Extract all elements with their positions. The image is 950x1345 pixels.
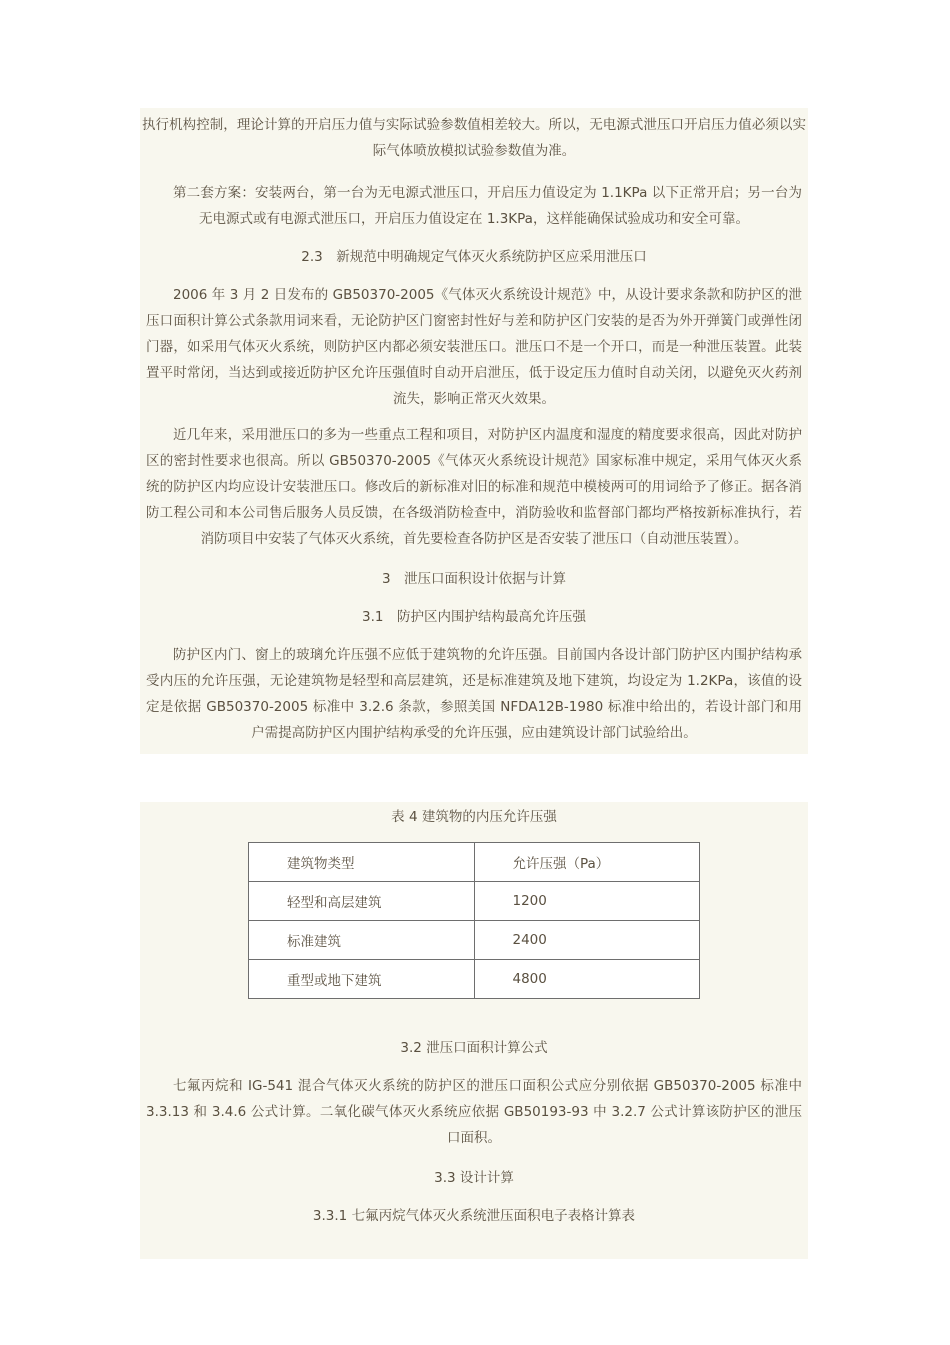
table-cell: 1200 xyxy=(474,882,700,921)
paragraph-new-standard: 2006 年 3 月 2 日发布的 GB50370-2005《气体灭火系统设计规范》中，从设计要求条款和防护区的泄压口面积计算公式条款用词来看，无论防护区门窗密封性好与差和防护区门安装的是否为外开弹簧门或弹性闭门器，如采用气体灭火系统，则防护区内都必须安装泄压口。泄压口不是一个开口，而是一种泄压装置。此装置平时常闭，当达到或接近防护区允许压强值时自动开启泄压，低于设定压力值时自动关闭，以避免灭火药剂流失，影响正常灭火效果。 xyxy=(146,287,802,407)
table-row xyxy=(249,960,700,999)
heading-block-3-2 xyxy=(140,1029,808,1067)
heading-block-2-3 xyxy=(140,238,808,276)
table-cell: 轻型和高层建筑 xyxy=(249,882,475,921)
paragraph-block-5 xyxy=(140,636,808,754)
paragraph-recent-years: 近几年来，采用泄压口的多为一些重点工程和项目，对防护区内温度和湿度的精度要求很高，因此对防护区的密封性要求也很高。所以 GB50370-2005《气体灭火系统设计规范》国家标准中规定，采用气体灭火系统的防护区内均应设计安装泄压口。修改后的新标准对旧的标准和规范中模棱两可的用词给予了修正。据各消防工程公司和本公司售后服务人员反馈，在各级消防检查中，消防验收和监督部门都均严格按新标准执行，若消防项目中安装了气体灭火系统，首先要检查各防护区是否安装了泄压口（自动泄压装置）。 xyxy=(146,427,802,547)
section-heading-3-1: 3.1 防护区内围护结构最高允许压强 xyxy=(362,609,586,625)
paragraph-opening-pressure: 执行机构控制，理论计算的开启压力值与实际试验参数值相差较大。所以，无电源式泄压口开启压力值必须以实际气体喷放模拟试验参数值为准。 xyxy=(142,117,806,159)
section-heading-2-3: 2.3 新规范中明确规定气体灭火系统防护区应采用泄压口 xyxy=(301,249,647,265)
section-heading-3-3-1: 3.3.1 七氟丙烷气体灭火系统泄压面积电子表格计算表 xyxy=(312,1208,636,1224)
table-row xyxy=(249,921,700,960)
paragraph-block-4 xyxy=(140,416,808,560)
section-heading-3-3: 3.3 设计计算 xyxy=(434,1170,514,1186)
section-heading-3: 3 泄压口面积设计依据与计算 xyxy=(381,571,567,587)
heading-block-3-1 xyxy=(140,598,808,636)
table-header-row xyxy=(249,843,700,882)
pressure-table xyxy=(248,842,700,999)
table-row xyxy=(249,882,700,921)
paragraph-second-plan: 第二套方案：安装两台，第一台为无电源式泄压口，开启压力值设定为 1.1KPa 以下正常开启；另一台为无电源式或有电源式泄压口，开启压力值设定在 1.3KPa，这样能确保试验成功和安全可靠。 xyxy=(173,185,802,227)
heading-block-3-3-1 xyxy=(140,1197,808,1235)
table-cell: 标准建筑 xyxy=(249,921,475,960)
paragraph-glass-pressure: 防护区内门、窗上的玻璃允许压强不应低于建筑物的允许压强。目前国内各设计部门防护区内围护结构承受内压的允许压强，无论建筑物是轻型和高层建筑，还是标准建筑及地下建筑，均设定为 1.2KPa，该值的设定是依据 GB50370-2005 标准中 3.2.6 条款，参照美国 NFDA12B-1980 标准中给出的，若设计部门和用户需提高防护区内围护结构承受的允许压强，应由建筑设计部门试验给出。 xyxy=(146,647,802,741)
section-heading-3-2: 3.2 泄压口面积计算公式 xyxy=(400,1040,548,1056)
table-cell: 4800 xyxy=(474,960,700,999)
paragraph-block-2 xyxy=(140,170,808,238)
paragraph-block-6 xyxy=(140,1067,808,1159)
spacer xyxy=(140,754,808,802)
table-caption: 表 4 建筑物的内压允许压强 xyxy=(391,809,557,825)
paragraph-formula: 七氟丙烷和 IG-541 混合气体灭火系统的防护区的泄压口面积公式应分别依据 GB50370-2005 标准中 3.3.13 和 3.4.6 公式计算。二氧化碳气体灭火系统应依据 GB50193-93 中 3.2.7 公式计算该防护区的泄压口面积。 xyxy=(146,1078,802,1146)
table-cell: 重型或地下建筑 xyxy=(249,960,475,999)
page-tail xyxy=(140,1235,808,1259)
paragraph-block-3 xyxy=(140,276,808,416)
paragraph-block-1 xyxy=(140,108,808,170)
table-cell: 2400 xyxy=(474,921,700,960)
table-header-cell: 允许压强（Pa） xyxy=(474,843,700,882)
document-page xyxy=(140,108,808,1259)
heading-block-3-3 xyxy=(140,1159,808,1197)
table-block xyxy=(140,802,808,1029)
heading-block-3 xyxy=(140,560,808,598)
table-header-cell: 建筑物类型 xyxy=(249,843,475,882)
